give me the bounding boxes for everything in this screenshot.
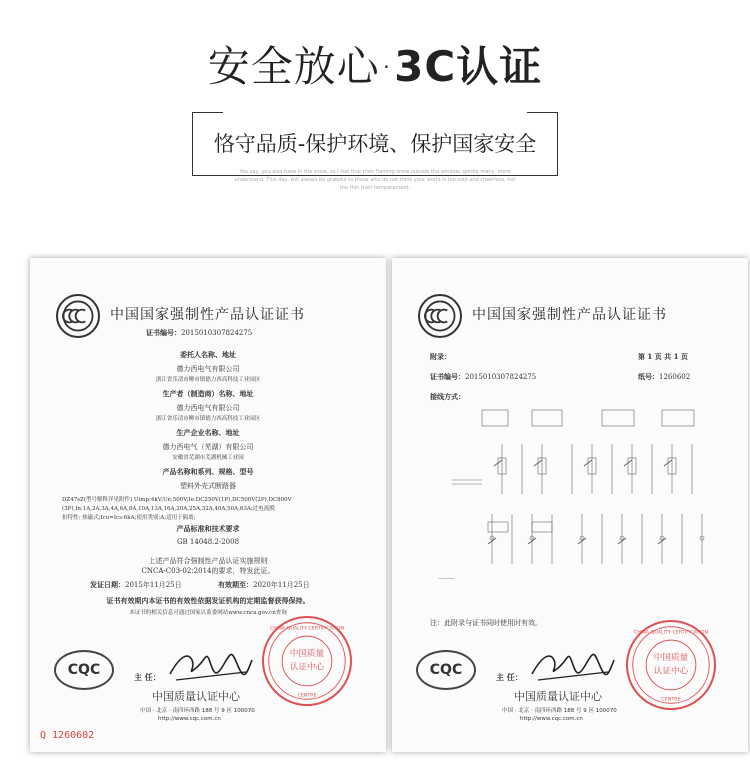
conform-line-2: CNCA-C03-02:2014的要求，特发此证。 (141, 567, 275, 575)
certificate-title: 中国国家强制性产品认证证书 (110, 307, 305, 323)
signature-icon (166, 646, 256, 686)
standard-label: 产品标准和技术要求 (176, 524, 240, 533)
org-address: 中国 · 北京 · 南四环西路 188 号 9 区 100070 (502, 708, 617, 714)
spec-line-1: DZ47sZ(型号解释详见附件) Uimp:4kV;Ue:500V;Ie:DC250V(1P),DC500V(2P),DC800V (62, 497, 292, 503)
tagline: 恪守品质-保护环境、保护国家安全 (213, 132, 537, 156)
serial-number: Q 1260602 (40, 730, 95, 741)
client-label: 委托人名称、地址 (180, 350, 236, 359)
valid-date: 有效期至：2020年11月25日 (218, 580, 310, 589)
svg-text:认证中心: 认证中心 (653, 666, 689, 677)
org-name: 中国质量认证中心 (514, 690, 602, 703)
annex-label: 附录： (430, 352, 451, 361)
decorative-small-text: You say, you also have in the snow, so I feel that their flaming snow outside the window, gentle many, more understand. This day, will always be grateful to those who do not think your world is too cold and cheerless, not too thin their temperament. (234, 169, 516, 191)
spec-line-3: 扣特性: 热磁式;Icu=Ics:6kA;使用类别:A;适用于隔离; (62, 515, 196, 521)
factory-address: 安徽省芜湖市芜湖机械工业园 (172, 455, 244, 461)
headline-part-a: 安全放心· (207, 42, 395, 91)
issue-date: 发证日期：2015年11月25日 (90, 580, 182, 589)
factory-name: 德力西电气（芜湖）有限公司 (162, 443, 254, 451)
svg-text:CHINA QUALITY CERTIFICATION: CHINA QUALITY CERTIFICATION (633, 630, 709, 636)
spec-line-2: (3P),In:1A,2A,3A,4A,6A,8A,10A,13A,16A,20A,25A,32A,40A,50A,63A;过电流脱 (62, 506, 275, 512)
cqc-logo-icon: CQC (416, 650, 476, 690)
ccc-logo-icon (418, 294, 462, 338)
svg-text:CENTRE: CENTRE (661, 697, 681, 703)
cqc-logo-icon: CQC (54, 650, 114, 690)
annex-note: 注：此附录与证书同时使用时有效。 (430, 619, 542, 627)
page-info: 第 1 页 共 1 页 (638, 352, 688, 361)
red-seal-icon (262, 616, 352, 706)
org-address: 中国 · 北京 · 南四环西路 188 号 9 区 100070 (140, 708, 255, 714)
org-url: http://www.cqc.com.cn (520, 716, 583, 722)
svg-text:中国质量: 中国质量 (289, 649, 325, 660)
cert-number: 证书编号：2015010307824275 (146, 328, 253, 337)
paper-number: 纸号：1260602 (638, 372, 691, 381)
chief-label: 主 任： (134, 672, 161, 682)
svg-text:CENTRE: CENTRE (297, 693, 317, 699)
signature-icon (528, 646, 618, 686)
product-label: 产品名称和系列、规格、型号 (162, 467, 254, 476)
query-note: 本证书的相关信息可通过国家认监委网站www.cnca.gov.cn查询 (129, 610, 287, 616)
diagram-legend: ——— (438, 576, 455, 582)
red-seal-icon (626, 620, 716, 710)
org-name: 中国质量认证中心 (152, 690, 240, 703)
certificate-right (392, 258, 748, 752)
svg-text:认证中心: 认证中心 (289, 662, 325, 673)
client-address: 浙江省乐清市柳市镇德力西高科技工业园区 (155, 377, 261, 383)
validity-note: 证书有效期内本证书的有效性依据发证机构的定期监督获得保持。 (106, 596, 310, 605)
ccc-logo-icon (56, 294, 100, 338)
standard-value: GB 14048.2-2008 (176, 538, 240, 546)
wiring-diagram-icon (432, 404, 722, 574)
page-headline (0, 34, 750, 94)
maker-label: 生产者（制造商）名称、地址 (162, 389, 254, 398)
headline-part-b: 3C认证 (394, 42, 543, 91)
client-name: 德力西电气有限公司 (176, 365, 240, 373)
svg-text:中国质量: 中国质量 (653, 653, 689, 664)
maker-address: 浙江省乐清市柳市镇德力西高科技工业园区 (155, 416, 261, 422)
chief-label: 主 任： (496, 672, 523, 682)
product-name: 塑料外壳式断路器 (180, 482, 236, 490)
org-url: http://www.cqc.com.cn (158, 716, 221, 722)
cert-number: 证书编号：2015010307824275 (430, 372, 537, 381)
wiring-label: 接线方式： (430, 392, 465, 401)
maker-name: 德力西电气有限公司 (176, 404, 240, 412)
certificate-left (30, 258, 386, 752)
factory-label: 生产企业名称、地址 (176, 428, 240, 437)
certificate-title: 中国国家强制性产品认证证书 (472, 307, 667, 323)
svg-text:CHINA QUALITY CERTIFICATION: CHINA QUALITY CERTIFICATION (269, 626, 345, 632)
conform-line-1: 上述产品符合强制性产品认证实施规则 (148, 557, 268, 565)
